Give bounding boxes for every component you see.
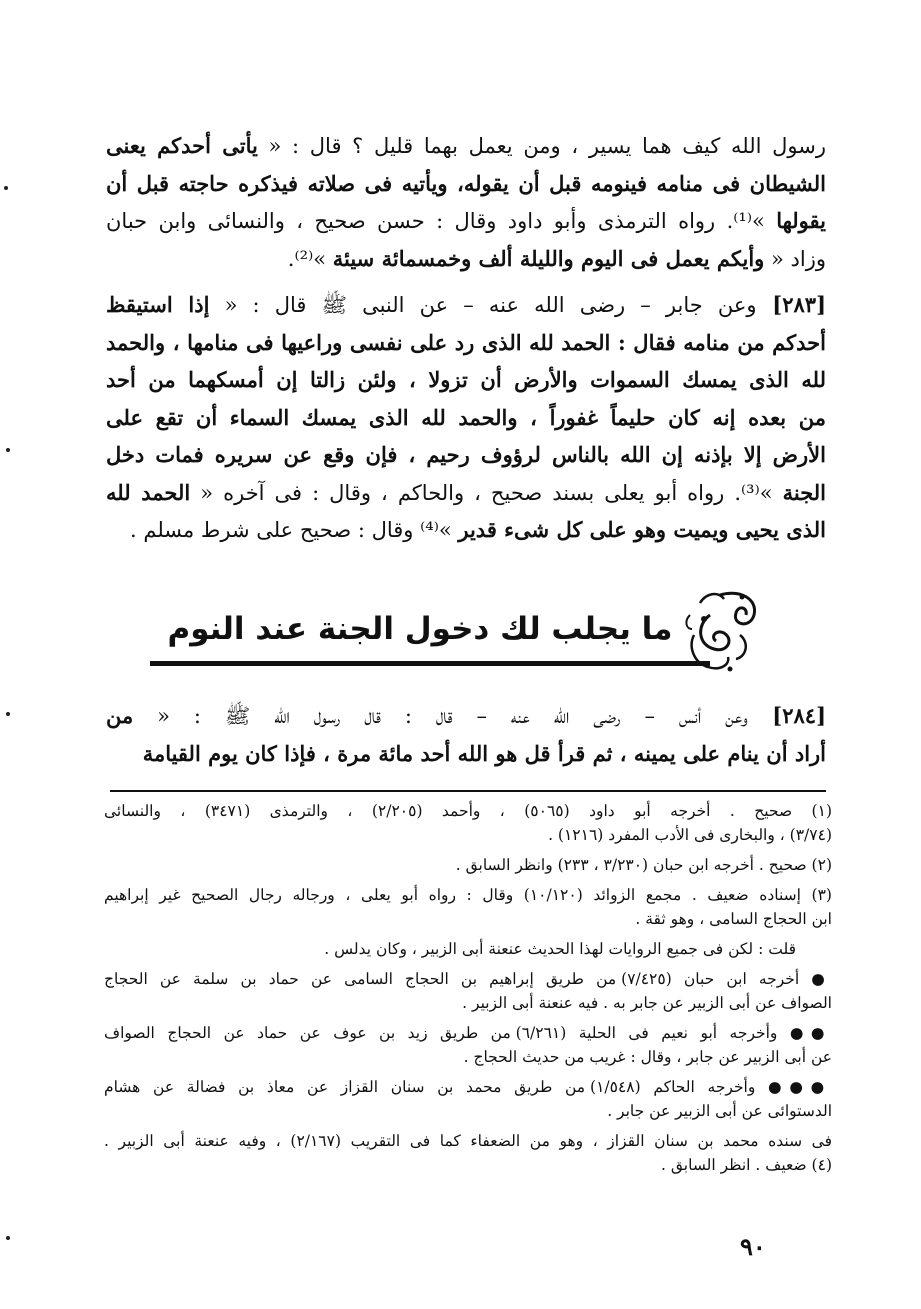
text-run: »⁽¹⁾. رواه الترمذى وأبو داود وقال : حسن صحيح ، والنسائى وابن حبان xyxy=(106,209,777,233)
text-run: أراد أن ينام على يمينه ، ثم قرأ قل هو الله أحد مائة مرة ، فإذا كان يوم القيامة xyxy=(142,740,826,766)
footnotes xyxy=(104,799,832,1177)
footnote-line: (١) صحيح . أخرجه أبو داود (٥٠٦٥) ، وأحمد (٢/٢٠٥) ، والترمذى (٣٤٧١) ، والنسائى xyxy=(104,802,832,820)
text-run: لله الذى يمسك السموات والأرض أن تزولا ، ولئن زالتا إن أمسكهما من أحد xyxy=(106,367,826,392)
text-run: أحدكم من منامه فقال : الحمد لله الذى رد على نفسى وراعيها فى منامها ، والحمد xyxy=(106,329,826,355)
text-line xyxy=(106,286,826,324)
footnote-line: ●●● وأخرجه الحاكم (١/٥٤٨) من طريق محمد بن سنان القزاز عن معاذ بن فضالة عن هشام xyxy=(104,1078,832,1096)
footnote-line: ابن الحجاج السامى ، وهو ثقة . xyxy=(635,910,832,928)
footnote-line: ● أخرجه ابن حبان (٧/٤٢٥) من طريق إبراهيم بن الحجاج السامى عن حماد بن سلمة عن الحجاج xyxy=(104,970,832,988)
text-run: »⁽⁴⁾ وقال : صحيح على شرط مسلم . xyxy=(130,518,459,542)
text-line xyxy=(106,361,826,399)
scan-mark xyxy=(6,1236,10,1240)
footnote-line: (٣) إسناده ضعيف . مجمع الزوائد (١٠/١٢٠) وقال : رواه أبو يعلى ، ورجاله رجال الصحيح غير إبراهيم xyxy=(104,886,832,904)
text-line xyxy=(106,436,826,474)
text-run: الأرض إلا بإذنه إن الله بالناس لرؤوف رحيم ، فإن وقع عن سريره فمات دخل xyxy=(106,442,826,467)
text-run: »⁽³⁾. رواه أبو يعلى بسند صحيح ، والحاكم ، وقال : فى آخره « xyxy=(190,480,783,505)
text-line xyxy=(106,324,826,362)
text-run: الجنة xyxy=(782,479,826,505)
text-line xyxy=(106,399,826,437)
scan-mark xyxy=(6,448,10,452)
text-line xyxy=(106,735,826,773)
text-line xyxy=(106,165,826,203)
heading-underline xyxy=(150,661,710,666)
footnote-line: فى سنده محمد بن سنان القزاز ، وهو من الضعفاء كما فى التقريب (٢/١٦٧) ، وفيه عنعنة أبى الزبير . xyxy=(104,1132,832,1150)
page-number: ٩٠ xyxy=(740,1232,766,1261)
text-run: وزاد « xyxy=(764,246,826,271)
text-run: الذى يحيى ويميت وهو على كل شىء قدير xyxy=(458,517,826,542)
text-line xyxy=(106,202,826,240)
text-line xyxy=(106,240,826,278)
footnote-line: قلت : لكن فى جميع الروايات لهذا الحديث عنعنة أبى الزبير ، وكان يدلس . xyxy=(324,940,796,958)
footnote-line: الصواف عن أبى الزبير عن جابر به . فيه عنعنة أبى الزبير . xyxy=(462,994,832,1012)
text-line xyxy=(106,474,826,512)
text-run: وعن جابر – رضى الله عنه – عن النبى ﷺ قال : « xyxy=(209,293,757,317)
text-run: الحمد لله xyxy=(106,479,191,505)
footnote-line: (٢) صحيح . أخرجه ابن حبان (٣/٢٣٠ ، ٢٣٣) وانظر السابق . xyxy=(455,856,832,874)
footnote-line: (٤) ضعيف . انظر السابق . xyxy=(661,1156,832,1174)
scan-mark xyxy=(4,186,8,190)
paragraph-hadith-282-end xyxy=(106,127,826,277)
text-run: وأيكم يعمل فى اليوم والليلة ألف وخمسمائة سيئة xyxy=(332,245,765,271)
text-run: إذا استيقظ xyxy=(106,292,210,317)
text-run: وعن أنس – رضى الله عنه – قال : قال رسول الله ﷺ : « xyxy=(133,704,748,728)
main-text xyxy=(106,127,826,549)
text-line xyxy=(106,127,826,165)
text-run: [٢٨٣] xyxy=(756,292,826,317)
text-line xyxy=(106,511,826,549)
text-line xyxy=(106,697,826,735)
footnote-line: عن أبى الزبير عن جابر ، وقال : غريب من حديث الحجاج . xyxy=(463,1048,832,1066)
paragraph-hadith-284 xyxy=(106,697,826,772)
footnote-line: ●● وأخرجه أبو نعيم فى الحلية (٦/٢٦١) من طريق زيد بن عوف عن حماد عن الحجاج الصواف xyxy=(104,1024,832,1042)
paragraph-hadith-283 xyxy=(106,286,826,549)
text-run: »⁽²⁾. xyxy=(287,246,333,271)
footnote-line: (٣/٧٤) ، والبخارى فى الأدب المفرد (١٢١٦) . xyxy=(548,826,832,844)
text-run: يقولها xyxy=(776,208,826,233)
section-heading xyxy=(150,585,770,677)
heading-title: ما يجلب لك دخول الجنة عند النوم xyxy=(167,611,673,647)
text-run: من xyxy=(106,703,134,728)
text-run: الشيطان فى منامه فينومه قبل أن يقوله، ويأتيه فى صلاته فيذكره حاجته قبل أن xyxy=(106,170,826,196)
scan-mark xyxy=(6,712,10,716)
text-run: رسول الله كيف هما يسير ، ومن يعمل بهما قليل ؟ قال : « xyxy=(257,134,826,158)
footnote-divider xyxy=(110,790,826,792)
text-run: [٢٨٤] xyxy=(747,703,826,728)
footnote-line: الدستوائى عن أبى الزبير عن جابر . xyxy=(607,1102,832,1120)
text-run: يأتى أحدكم يعنى xyxy=(106,133,258,158)
text-run: من بعده إنه كان حليماً غفوراً ، والحمد لله الذى يمسك السماء أن تقع على xyxy=(106,404,826,430)
